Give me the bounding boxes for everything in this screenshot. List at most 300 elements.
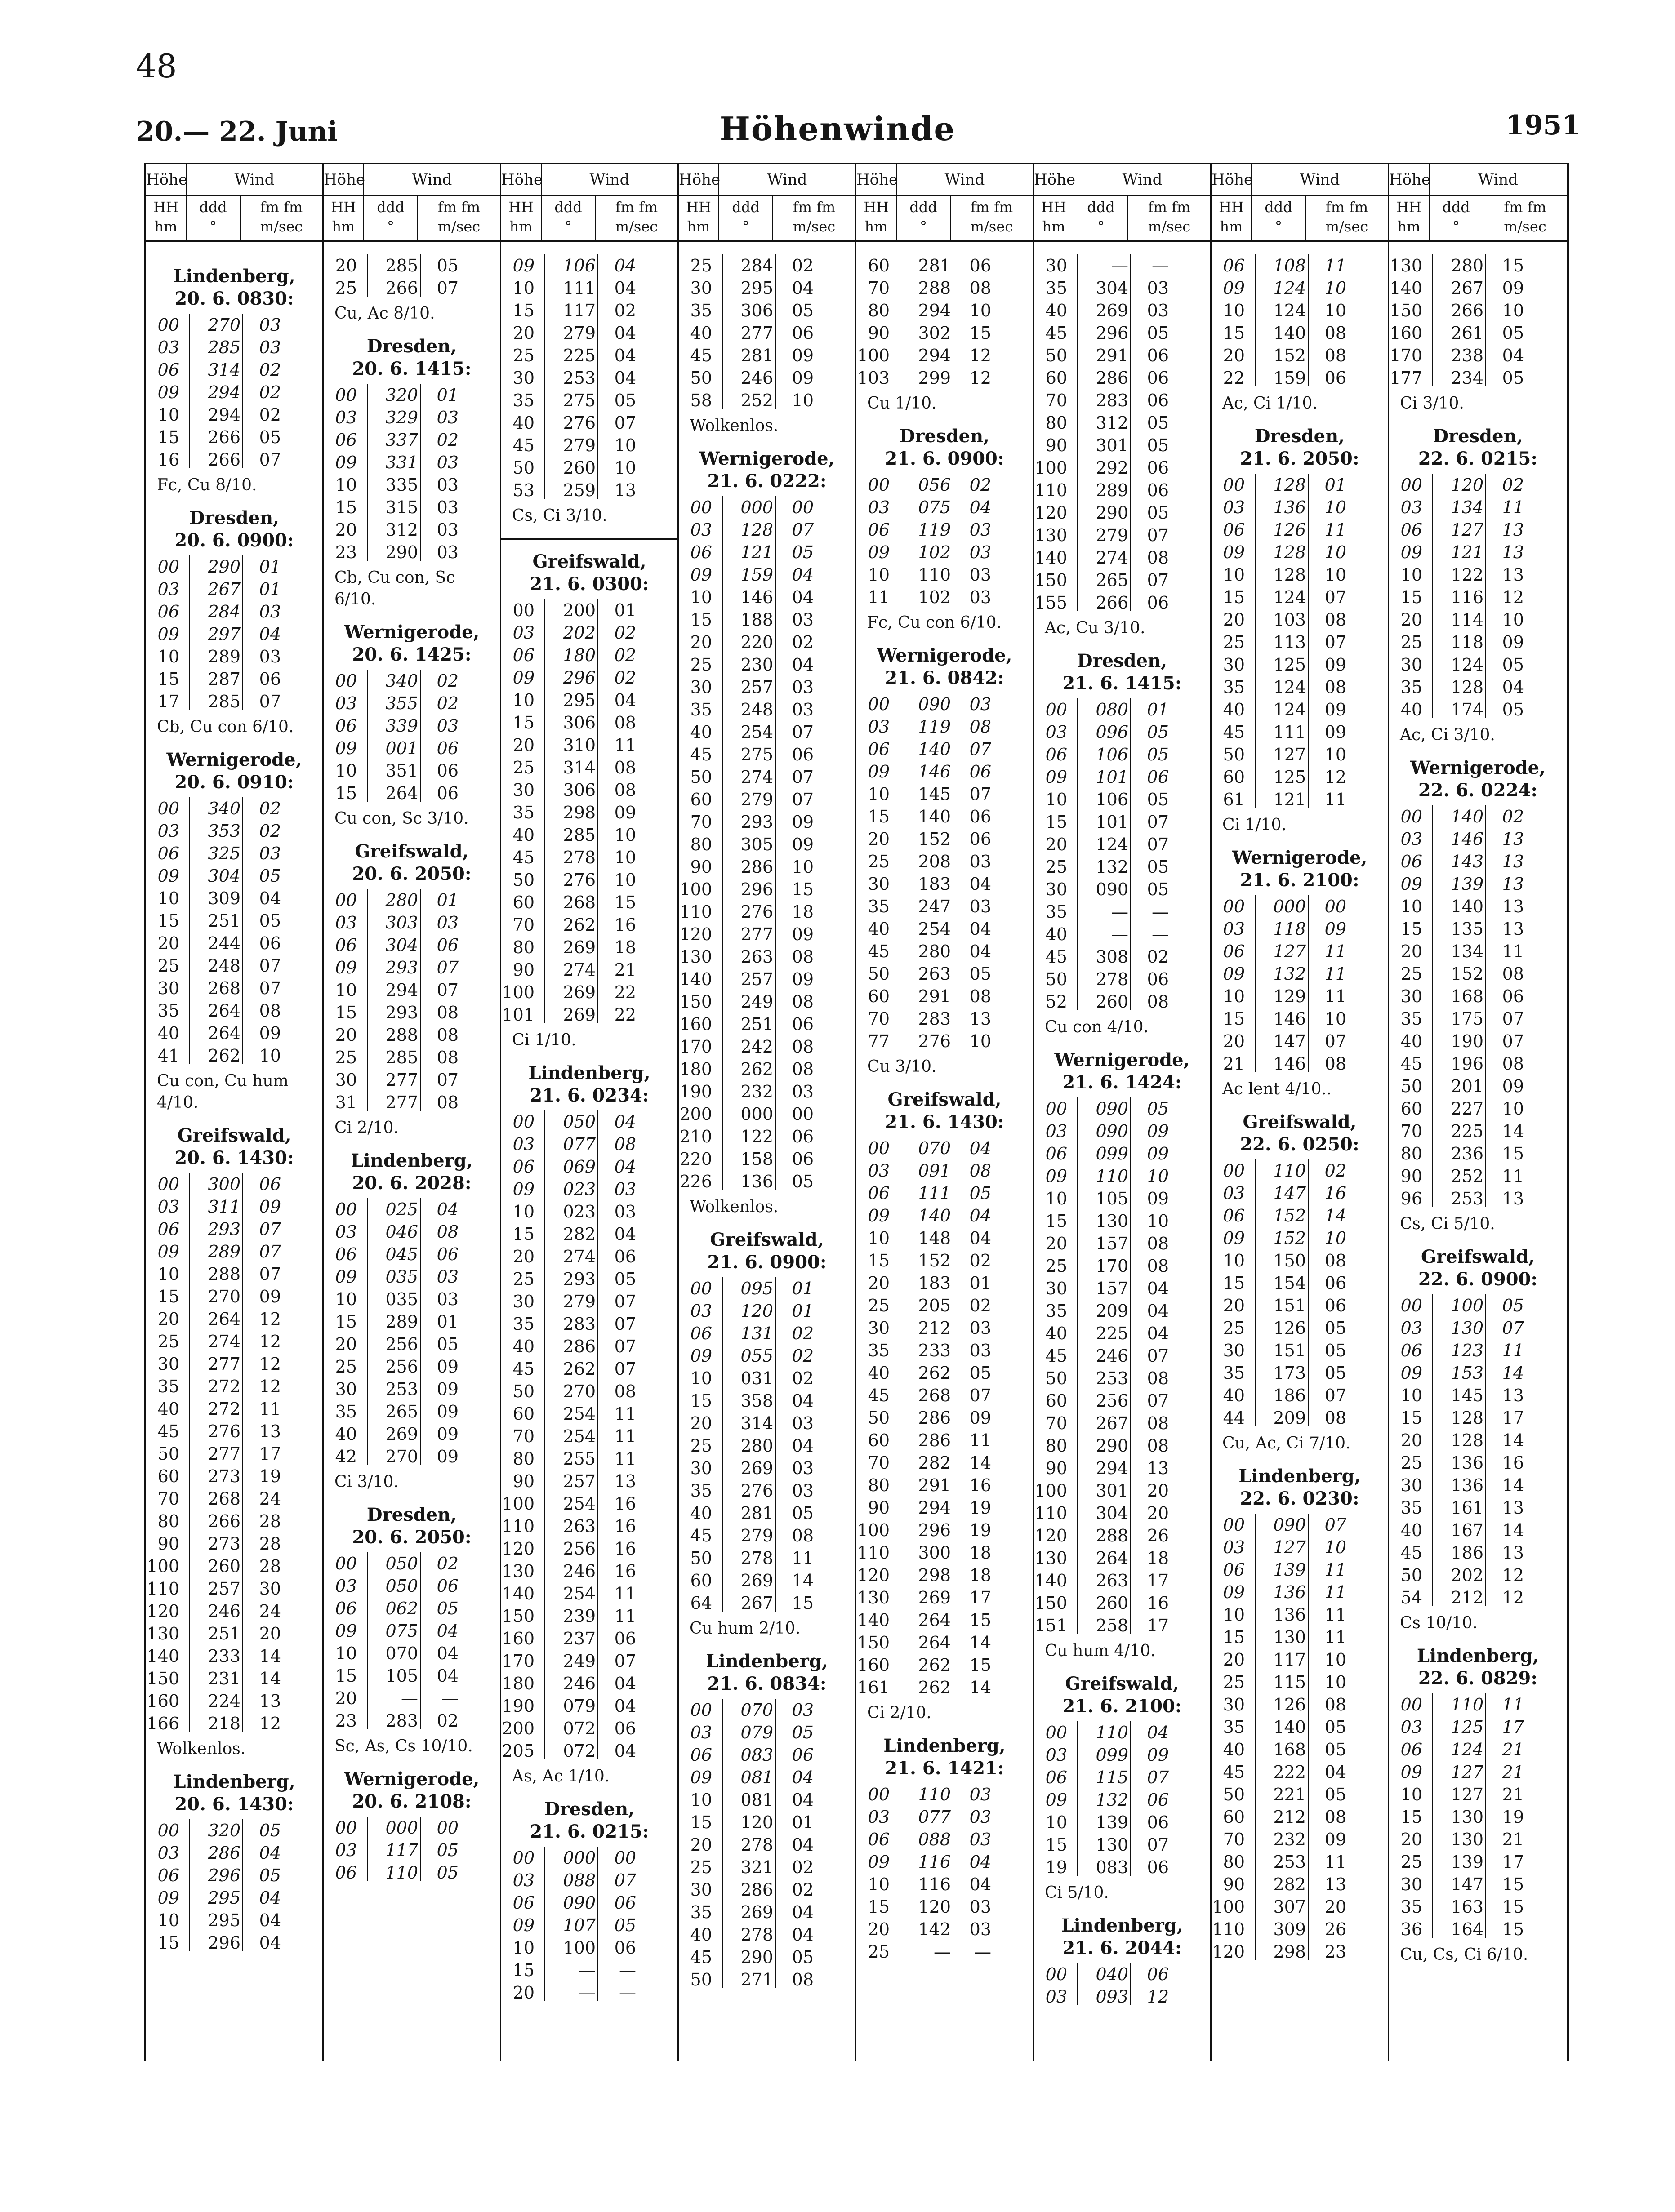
height-hm: 06 [690, 542, 712, 562]
station-name: Dresden, [366, 336, 457, 357]
sounding-time: 20. 6. 2050: [352, 863, 472, 884]
wind-speed: 01 [1147, 700, 1169, 720]
height-hm: 10 [512, 1202, 535, 1221]
table-row [1389, 1384, 1567, 1407]
table-row [1389, 1564, 1567, 1586]
station-block [146, 1771, 322, 1954]
station-block [1389, 425, 1567, 746]
wind-speed: 13 [1502, 542, 1524, 562]
table-row [856, 1941, 1033, 1963]
table-row [1212, 1761, 1388, 1783]
wind-speed: 03 [969, 1919, 991, 1939]
wind-direction: 286 [563, 1337, 596, 1356]
wind-direction: 062 [385, 1599, 418, 1618]
table-row [324, 384, 500, 406]
height-hm: 80 [1045, 413, 1067, 433]
height-hm: 06 [868, 739, 890, 759]
wind-speed: 07 [259, 978, 281, 998]
wind-direction: 127 [1273, 745, 1306, 764]
wind-direction: 282 [918, 1453, 951, 1473]
station-heading [146, 265, 322, 310]
height-hm: 30 [1223, 655, 1245, 675]
station-block [856, 644, 1033, 1078]
station-block [324, 1504, 500, 1757]
table-row [1212, 1294, 1388, 1317]
wind-direction: 110 [1096, 1723, 1128, 1742]
wind-speed: 08 [614, 758, 636, 777]
wind-speed: 16 [614, 1494, 636, 1514]
wind-speed: 09 [437, 1424, 459, 1444]
station-name: Dresden, [189, 507, 280, 529]
column-subheader-row [324, 195, 500, 242]
table-row [1389, 1586, 1567, 1609]
wind-speed: 02 [792, 1880, 814, 1900]
table-row [146, 1819, 322, 1842]
station-block [1034, 1049, 1210, 1662]
wind-speed: 03 [437, 1267, 459, 1287]
cloud-remark-line: Sc, As, Cs 10/10. [334, 1737, 473, 1755]
table-row [1034, 856, 1210, 878]
wind-direction: — [579, 1960, 596, 1980]
wind-direction: 238 [1451, 346, 1483, 365]
table-row [679, 389, 855, 412]
wind-direction: 110 [918, 565, 951, 585]
wind-speed: 07 [614, 1359, 636, 1379]
wind-speed: 15 [969, 1610, 991, 1630]
header-wind: Wind [1478, 171, 1518, 189]
station-block [1212, 425, 1388, 836]
height-hm: 09 [868, 1206, 890, 1226]
wind-speed: 04 [969, 1206, 991, 1226]
height-hm: 25 [690, 1857, 712, 1877]
cloud-remark-line: Wolkenlos. [690, 417, 779, 435]
wind-direction: 269 [563, 937, 596, 957]
wind-direction: 225 [1096, 1324, 1128, 1343]
wind-speed: 02 [792, 1368, 814, 1388]
cloud-remark [856, 1056, 1033, 1078]
table-row [679, 1856, 855, 1879]
height-hm: 00 [868, 694, 890, 714]
wind-speed: 16 [614, 1516, 636, 1536]
height-hm: 45 [690, 346, 712, 365]
table-row [1034, 591, 1210, 614]
wind-speed: — [619, 1983, 636, 2003]
wind-speed: 08 [614, 713, 636, 733]
table-row [1212, 918, 1388, 940]
table-row [679, 299, 855, 322]
table-row [146, 1690, 322, 1712]
height-hm: 03 [1223, 1537, 1245, 1557]
wind-direction: 000 [563, 1848, 596, 1868]
column-subheader-row [1212, 195, 1388, 242]
wind-speed: 15 [1502, 1897, 1524, 1917]
wind-speed: 14 [1502, 1475, 1524, 1495]
wind-speed: 11 [614, 1606, 636, 1626]
header-deg-unit: ° [565, 218, 572, 235]
wind-speed: 17 [1502, 1717, 1524, 1737]
sounding-rows [1389, 1294, 1567, 1609]
wind-direction: 000 [1273, 897, 1306, 916]
height-hm: 10 [157, 405, 179, 425]
wind-speed: 08 [1324, 1054, 1346, 1074]
wind-direction: 114 [1451, 610, 1483, 630]
sounding-rows [324, 1552, 500, 1732]
table-row [1034, 1457, 1210, 1479]
table-row [1389, 1716, 1567, 1738]
table-row [146, 1420, 322, 1443]
station-heading [1034, 1914, 1210, 1959]
height-hm: 40 [1045, 301, 1067, 320]
wind-direction: 264 [918, 1633, 951, 1652]
header-hm-unit: hm [509, 218, 533, 235]
table-row [1389, 1187, 1567, 1210]
table-row [679, 1013, 855, 1035]
table-row [501, 1200, 677, 1223]
wind-speed: 19 [969, 1498, 991, 1518]
wind-direction: 269 [563, 1005, 596, 1025]
wind-direction: 105 [385, 1666, 418, 1686]
wind-speed: 06 [437, 783, 459, 803]
table-row [1389, 1075, 1567, 1097]
wind-direction: 307 [1273, 1897, 1306, 1917]
wind-direction: 200 [563, 600, 596, 620]
wind-speed: 28 [259, 1556, 281, 1576]
sounding-rows [1034, 698, 1210, 1013]
wind-speed: 28 [259, 1511, 281, 1531]
wind-speed: 05 [1324, 1341, 1346, 1360]
wind-direction: 130 [1451, 1830, 1483, 1849]
column-group [324, 164, 501, 2061]
table-row [1212, 254, 1388, 277]
table-row [146, 1645, 322, 1667]
wind-speed: 14 [1502, 1121, 1524, 1141]
wind-direction: 295 [563, 690, 596, 710]
wind-direction: 314 [208, 360, 241, 380]
cloud-remark [679, 1196, 855, 1218]
table-row [501, 824, 677, 846]
height-hm: 35 [690, 1481, 712, 1501]
table-row [146, 1932, 322, 1954]
table-row [146, 1887, 322, 1909]
wind-direction: 202 [1451, 1565, 1483, 1585]
height-hm: 06 [335, 1244, 357, 1264]
height-hm: 10 [690, 1368, 712, 1388]
station-heading [856, 1735, 1033, 1780]
header-fmfm [241, 195, 322, 240]
table-row [679, 788, 855, 811]
wind-direction: 246 [563, 1561, 596, 1581]
table-row [1389, 496, 1567, 519]
wind-speed: 09 [437, 1447, 459, 1466]
height-hm: 40 [1223, 700, 1245, 720]
table-row [501, 277, 677, 299]
wind-direction: 256 [385, 1334, 418, 1354]
wind-direction: 306 [740, 301, 773, 320]
height-hm: 80 [157, 1511, 179, 1531]
wind-direction: 246 [1096, 1346, 1128, 1366]
wind-direction: 000 [385, 1818, 418, 1838]
height-hm: 60 [1223, 1807, 1245, 1827]
table-row [501, 1245, 677, 1268]
wind-direction: 127 [1273, 1537, 1306, 1557]
height-hm: 30 [1400, 1475, 1422, 1495]
wind-speed: 13 [614, 1471, 636, 1491]
wind-direction: 128 [1451, 1430, 1483, 1450]
wind-speed: 04 [1147, 1279, 1169, 1298]
table-row [324, 979, 500, 1001]
wind-speed: 05 [1147, 722, 1169, 742]
table-row [324, 692, 500, 715]
height-hm: 30 [868, 1318, 890, 1338]
wind-speed: 08 [969, 278, 991, 298]
height-hm: 00 [1400, 475, 1422, 495]
wind-direction: 280 [385, 890, 418, 910]
header-msec-unit: m/sec [260, 218, 303, 235]
table-row [501, 1582, 677, 1605]
column-header-row [146, 164, 322, 196]
table-row [1034, 1811, 1210, 1834]
table-row [324, 1069, 500, 1091]
height-hm: 06 [157, 602, 179, 622]
wind-direction: 128 [1451, 1408, 1483, 1428]
height-hm: 09 [157, 866, 179, 886]
wind-direction: 132 [1096, 1790, 1128, 1810]
height-hm: 45 [868, 1386, 890, 1405]
table-row [1034, 833, 1210, 856]
height-hm: 09 [690, 1768, 712, 1787]
station-block [1212, 847, 1388, 1100]
table-row [1034, 1187, 1210, 1210]
table-row [1034, 1524, 1210, 1547]
wind-speed: 28 [259, 1534, 281, 1554]
height-hm: 40 [1400, 700, 1422, 720]
wind-direction: 304 [385, 935, 418, 955]
wind-direction: 278 [740, 1835, 773, 1855]
height-hm: 30 [512, 780, 535, 800]
wind-speed: 11 [1324, 1627, 1346, 1647]
column-group [501, 164, 679, 2061]
header-hoehe: Höhe [679, 171, 721, 189]
wind-speed: 09 [1324, 722, 1346, 742]
height-hm: 10 [157, 1910, 179, 1930]
height-hm: 15 [1045, 812, 1067, 832]
column-header-row [1034, 164, 1210, 196]
height-hm: 03 [157, 821, 179, 841]
wind-speed: 13 [1502, 520, 1524, 540]
cloud-remark-line: Cu 3/10. [867, 1057, 937, 1076]
table-row [501, 1004, 677, 1026]
station-block [146, 749, 322, 1114]
height-hm: 54 [1400, 1588, 1422, 1608]
table-row [1212, 1536, 1388, 1559]
wind-direction: 276 [740, 902, 773, 922]
height-hm: 00 [1400, 1695, 1422, 1715]
station-heading [1389, 1246, 1567, 1291]
wind-direction: 262 [563, 1359, 596, 1379]
wind-speed: 30 [259, 1579, 281, 1599]
wind-speed: 16 [1502, 1453, 1524, 1473]
header-deg-unit: ° [920, 218, 927, 235]
wind-speed: 03 [437, 475, 459, 495]
cloud-remark [1389, 724, 1567, 746]
height-hm: 100 [1212, 1897, 1245, 1917]
continuation-block [679, 254, 855, 437]
wind-direction: — [1111, 902, 1128, 922]
height-hm: 25 [690, 1436, 712, 1456]
table-row [856, 1384, 1033, 1407]
wind-speed: 05 [1324, 1363, 1346, 1383]
table-row [679, 1502, 855, 1524]
height-hm: 25 [1400, 1453, 1422, 1473]
table-row [679, 946, 855, 968]
table-row [1212, 743, 1388, 766]
wind-direction: 281 [740, 1503, 773, 1523]
table-row [1212, 541, 1388, 564]
table-row [1212, 1806, 1388, 1828]
wind-speed: 21 [1502, 1830, 1524, 1849]
table-row [1212, 721, 1388, 743]
wind-speed: 05 [437, 1840, 459, 1860]
height-hm: 03 [157, 579, 179, 599]
header-fmfm-label: fm fm [1325, 199, 1368, 216]
table-row [324, 782, 500, 804]
wind-speed: 05 [1147, 503, 1169, 523]
wind-direction: 331 [385, 453, 418, 472]
sounding-time: 21. 6. 0842: [885, 667, 1004, 688]
height-hm: 20 [335, 1688, 357, 1708]
height-hm: 00 [157, 1174, 179, 1194]
wind-direction: 246 [208, 1601, 241, 1621]
wind-direction: 136 [1451, 1453, 1483, 1473]
table-row [501, 1358, 677, 1380]
height-hm: 06 [868, 1830, 890, 1849]
table-row [1389, 631, 1567, 653]
header-hoehe: Höhe [856, 171, 898, 189]
wind-speed: 15 [792, 1593, 814, 1613]
header-wind: Wind [767, 171, 807, 189]
wind-speed: 09 [1147, 1121, 1169, 1141]
height-hm: 170 [679, 1037, 712, 1057]
table-row [1389, 1761, 1567, 1783]
wind-speed: 10 [1324, 1228, 1346, 1248]
height-hm: 00 [335, 385, 357, 405]
header-deg-unit: ° [1452, 218, 1460, 235]
table-row [501, 299, 677, 322]
wind-direction: 294 [208, 405, 241, 425]
height-hm: 101 [502, 1005, 535, 1025]
station-name: Wernigerode, [344, 622, 480, 643]
header-hh-label: HH [864, 199, 889, 216]
wind-direction: 119 [918, 717, 951, 737]
wind-direction: 069 [563, 1157, 596, 1177]
wind-direction: 227 [1451, 1099, 1483, 1119]
table-row [1389, 1407, 1567, 1429]
height-hm: 40 [512, 1337, 535, 1356]
wind-speed: 06 [1147, 1812, 1169, 1832]
table-row [1212, 940, 1388, 963]
height-hm: 10 [1223, 1251, 1245, 1270]
header-hm-unit: hm [332, 218, 355, 235]
page-title: Höhenwinde [719, 110, 956, 148]
header-hm-unit: hm [1042, 218, 1065, 235]
height-hm: 70 [1045, 391, 1067, 410]
wind-speed: 03 [969, 1318, 991, 1338]
header-hoehe: Höhe [1034, 171, 1076, 189]
table-row [1212, 1918, 1388, 1941]
table-row [679, 1901, 855, 1923]
wind-direction: 294 [918, 1498, 951, 1518]
wind-direction: 296 [208, 1866, 241, 1885]
station-name: Greifswald, [1065, 1673, 1179, 1694]
column-subheader-row [1389, 195, 1567, 242]
table-row [1389, 940, 1567, 963]
wind-speed: 04 [792, 1391, 814, 1411]
table-row [679, 901, 855, 923]
table-row [856, 1564, 1033, 1586]
height-hm: 40 [1045, 1324, 1067, 1343]
table-row [1389, 1008, 1567, 1030]
wind-direction: 277 [740, 924, 773, 944]
wind-speed: 07 [259, 1219, 281, 1239]
table-row [1034, 546, 1210, 569]
table-row [324, 1378, 500, 1400]
height-hm: 00 [512, 600, 535, 620]
wind-speed: 10 [1502, 610, 1524, 630]
table-row [501, 1335, 677, 1358]
wind-direction: 269 [563, 982, 596, 1002]
height-hm: 30 [868, 874, 890, 894]
table-row [1212, 1693, 1388, 1716]
height-hm: 151 [1034, 1616, 1067, 1635]
wind-speed: 12 [259, 1354, 281, 1374]
wind-speed: — [1152, 924, 1169, 944]
station-name: Wernigerode, [344, 1768, 480, 1790]
wind-speed: 11 [1324, 1560, 1346, 1580]
wind-speed: 08 [1324, 610, 1346, 630]
wind-direction: 147 [1451, 1874, 1483, 1894]
height-hm: 40 [868, 1363, 890, 1383]
wind-direction: 289 [385, 1312, 418, 1332]
wind-speed: 06 [437, 738, 459, 758]
table-row [501, 914, 677, 936]
height-hm: 15 [1223, 1009, 1245, 1029]
height-hm: 00 [1400, 807, 1422, 826]
wind-direction: 232 [740, 1082, 773, 1102]
wind-speed: 02 [437, 671, 459, 691]
wind-direction: 124 [1273, 278, 1306, 298]
height-hm: 09 [335, 738, 357, 758]
table-row [146, 1600, 322, 1622]
table-row [856, 1828, 1033, 1851]
table-row [1034, 1614, 1210, 1637]
wind-speed: 13 [969, 1009, 991, 1029]
table-row [1389, 1693, 1567, 1716]
height-hm: 35 [1223, 1363, 1245, 1383]
table-row [1034, 1721, 1210, 1744]
station-heading [856, 644, 1033, 689]
table-row [501, 734, 677, 756]
wind-speed: 12 [259, 1377, 281, 1396]
table-row [679, 1721, 855, 1744]
wind-direction: 302 [918, 323, 951, 343]
height-hm: 30 [1045, 879, 1067, 899]
wind-speed: 02 [259, 799, 281, 818]
wind-speed: 05 [969, 964, 991, 984]
wind-speed: 03 [792, 1413, 814, 1433]
header-ddd [187, 195, 240, 240]
cloud-remark-line: Ac, Ci 3/10. [1400, 726, 1495, 744]
wind-direction: 258 [1096, 1616, 1128, 1635]
